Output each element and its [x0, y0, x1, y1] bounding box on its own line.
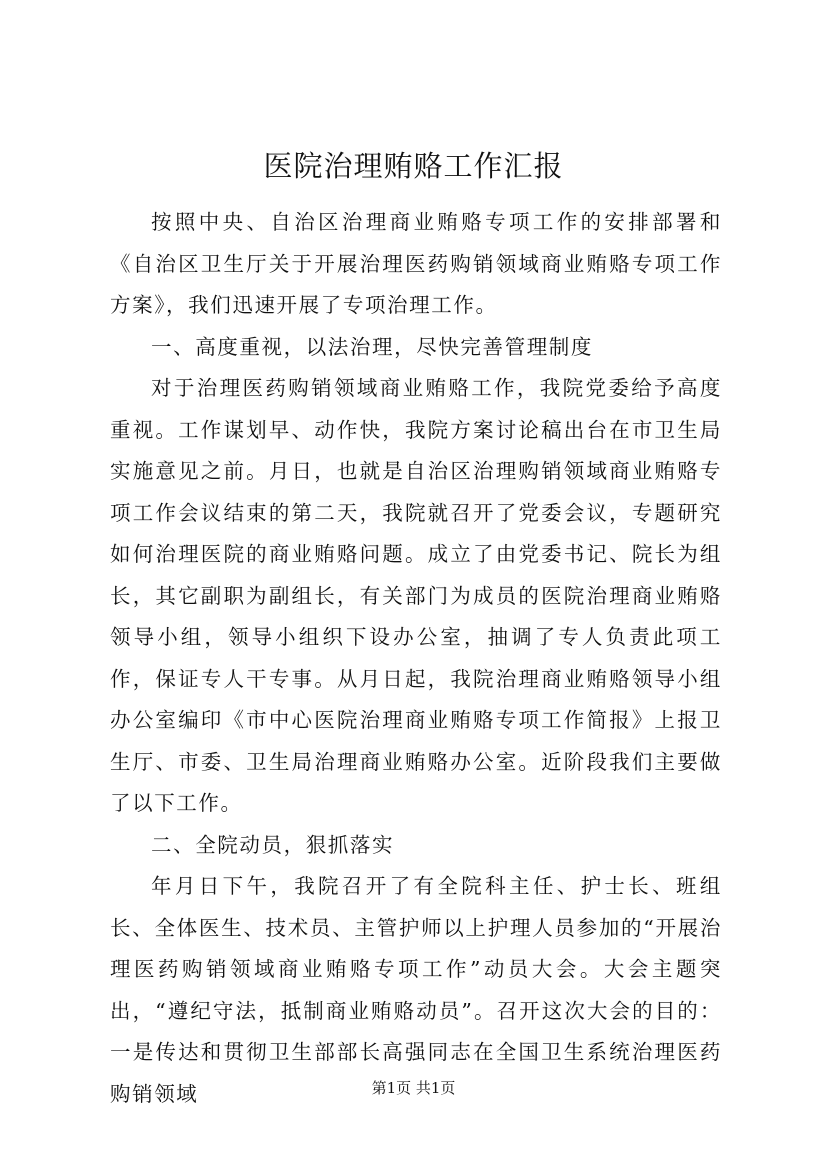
body-paragraph: 年月日下午，我院召开了有全院科主任、护士长、班组长、全体医生、技术员、主管护师以上护理人员参加的“开展治理医药购销领域商业贿赂专项工作”动员大会。大会主题突出，“遵纪守法，抵制商业贿赂动员”。召开这次大会的目的：一是传达和贯彻卫生部部长高强同志在全国卫生系统治理医药购销领域 — [110, 874, 722, 1106]
body-paragraph: 对于治理医药购销领域商业贿赂工作，我院党委给予高度重视。工作谋划早、动作快，我院方案讨论稿出台在市卫生局实施意见之前。月日，也就是自治区治理购销领域商业贿赂专项工作会议结束的第二天，我院就召开了党委会议，专题研究如何治理医院的商业贿赂问题。成立了由党委书记、院长为组长，其它副职为副组长，有关部门为成员的医院治理商业贿赂领导小组，领导小组织下设办公室，抽调了专人负责此项工作，保证专人干专事。从月日起，我院治理商业贿赂领导小组办公室编印《市中心医院治理商业贿赂专项工作简报》上报卫生厅、市委、卫生局治理商业贿赂办公室。近阶段我们主要做了以下工作。 — [110, 376, 722, 815]
section-heading: 一、高度重视，以法治理，尽快完善管理制度 — [151, 334, 593, 359]
body-paragraph: 按照中央、自治区治理商业贿赂专项工作的安排部署和《自治区卫生厅关于开展治理医药购销领域商业贿赂专项工作方案》，我们迅速开展了专项治理工作。 — [110, 210, 722, 317]
document-body — [110, 202, 722, 1115]
section-heading: 二、全院动员，狠抓落实 — [151, 832, 395, 857]
page-footer: 第1页 共1页 — [371, 1079, 456, 1097]
document-title: 医院治理贿赂工作汇报 — [263, 149, 564, 183]
